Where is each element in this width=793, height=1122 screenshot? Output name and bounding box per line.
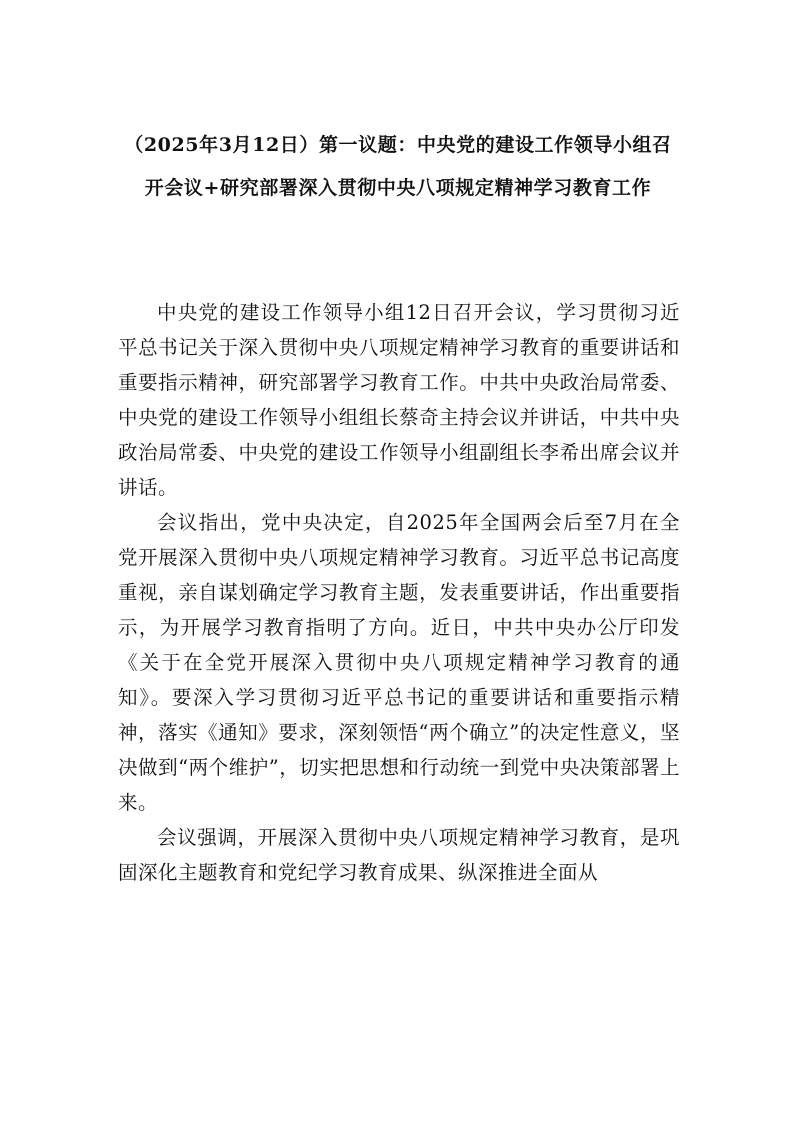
- document-body: [118, 295, 680, 890]
- paragraph-2: 会议指出，党中央决定，自2025年全国两会后至7月在全党开展深入贯彻中央八项规定精神学习教育。习近平总书记高度重视，亲自谋划确定学习教育主题，发表重要讲话，作出重要指示，为开展学习教育指明了方向。近日，中共中央办公厅印发《关于在全党开展深入贯彻中央八项规定精神学习教育的通知》。要深入学习贯彻习近平总书记的重要讲话和重要指示精神，落实《通知》要求，深刻领悟“两个确立”的决定性意义，坚决做到“两个维护”，切实把思想和行动统一到党中央决策部署上来。: [118, 511, 680, 814]
- document-title: （2025年3月12日）第一议题：中央党的建设工作领导小组召开会议+研究部署深入贯彻中央八项规定精神学习教育工作: [124, 134, 672, 199]
- paragraph-1: 中央党的建设工作领导小组12日召开会议，学习贯彻习近平总书记关于深入贯彻中央八项规定精神学习教育的重要讲话和重要指示精神，研究部署学习教育工作。中共中央政治局常委、中央党的建设工作领导小组组长蔡奇主持会议并讲话，中共中央政治局常委、中央党的建设工作领导小组副组长李希出席会议并讲话。: [118, 301, 680, 499]
- paragraph-3: 会议强调，开展深入贯彻中央八项规定精神学习教育，是巩固深化主题教育和党纪学习教育成果、纵深推进全面从: [118, 826, 680, 884]
